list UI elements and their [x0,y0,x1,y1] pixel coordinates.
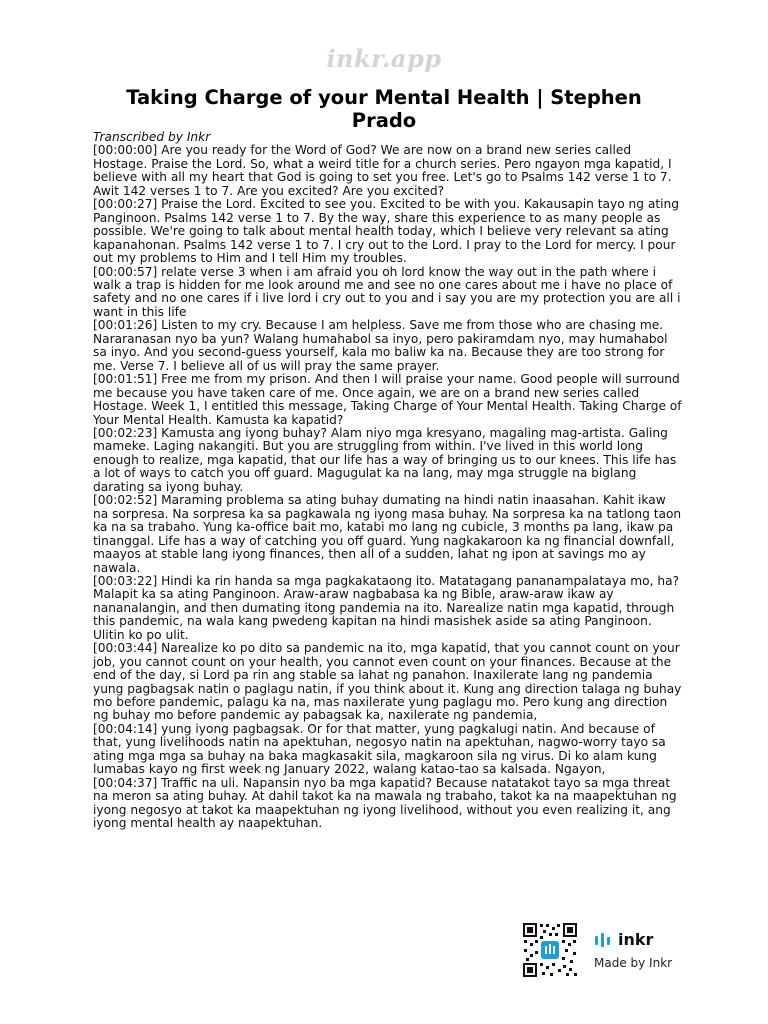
made-by-label: Made by Inkr [594,956,673,970]
transcript-body [93,131,683,831]
transcript-paragraph: [00:02:52] Maraming problema sa ating buhay dumating na hindi natin inaasahan. Kahit ikaw na sorpresa. Na sorpresa ka sa pagkawala ng iyong masa buhay. Na sorpresa ka na tatlong taon ka na sa trabaho. Yung ka-office bait mo, katabi mo lang ng cubicle, 3 months pa lang, ikaw pa tinanggal. Life has a way of catching you off guard. Yung nagkakaroon ka ng financial downfall, maayos at stable lang iyong finances, then all of a sudden, lahat ng ipon at savings mo ay nawala. [93,493,682,575]
qr-code-icon[interactable] [522,922,578,978]
inkr-logo-icon [594,931,614,949]
footer-branding [522,922,692,978]
transcript-paragraph: [00:03:22] Hindi ka rin handa sa mga pagkakataong ito. Matatagang pananampalataya mo, ha? Malapit ka sa ating Panginoon. Araw-araw nagbabasa ka ng Bible, araw-araw ikaw ay nananalangin, and then dumating itong pandemia na ito. Narealize natin mga kapatid, through this pandemic, na wala kang pwedeng kapitan na hindi masishek aside sa ating Panginoon. Ulitin ko po ulit. [93,573,680,642]
transcript-paragraph: [00:03:44] Narealize ko po dito sa pandemic na ito, mga kapatid, that you cannot count on your job, you cannot count on your health, you cannot even count on your finances. Because at the end of the day, si Lord pa rin ang stable sa lahat ng panahon. Inaxilerate lang ng pandemia yung pagbagsak natin o paglagu natin, if you think about it. Kung ang direction talaga ng buhay mo before pandemic, palagu ka na, mas naxilerate yung paglagu mo. Pero kung ang direction ng buhay mo before pandemic ay pabagsak ka, naxilerate ng pandemia, [93,641,682,723]
transcript-paragraph: [00:02:23] Kamusta ang iyong buhay? Alam niyo mga kresyano, magaling mag-artista. Galing mameke. Laging nakangiti. But you are struggling from within. I've lived in this world long enough to realize, mga kapatid, that our life has a way of bringing us to our knees. This life has a lot of ways to catch you off guard. Magugulat ka na lang, may mga struggle na biglang darating sa iyong buhay. [93,425,677,494]
transcript-paragraph: [00:01:51] Free me from my prison. And then I will praise your name. Good people will surround me because you have taken care of me. Once again, we are on a brand new series called Hostage. Week 1, I entitled this message, Taking Charge of Your Mental Health. Taking Charge of Your Mental Health. Kamusta ka kapatid? [93,372,682,427]
transcript-paragraph: [00:00:00] Are you ready for the Word of God? We are now on a brand new series called Hostage. Praise the Lord. So, what a weird title for a church series. Pero ngayon mga kapatid, I believe with all my heart that God is going to set you free. Let's go to Psalms 142 verse 1 to 7. Awit 142 verses 1 to 7. Are you excited? Are you excited? [93,143,672,198]
inkr-brand[interactable] [594,930,653,949]
transcript-paragraph: [00:00:27] Praise the Lord. Excited to see you. Excited to be with you. Kakausapin tayo ng ating Panginoon. Psalms 142 verse 1 to 7. By the way, share this experience to as many people as possible. We're going to talk about mental health today, which I believe very relevant sa ating kapanahonan. Psalms 142 verse 1 to 7. I cry out to the Lord. I pray to the Lord for mercy. I pour out my problems to Him and I tell Him my troubles. [93,197,679,266]
transcript-paragraph: [00:01:26] Listen to my cry. Because I am helpless. Save me from those who are chasing me. Nararanasan nyo ba yun? Walang humahabol sa inyo, pero pakiramdam nyo, may humahabol sa inyo. And you second-guess yourself, kala mo baliw ka na. Because they are too strong for me. Verse 7. I believe all of us will pray the same prayer. [93,318,668,373]
transcript-paragraph: [00:00:57] relate verse 3 when i am afraid you oh lord know the way out in the path where i walk a trap is hidden for me look around me and see no one cares about me i have no place of safety and no one cares if i live lord i cry out to you and i say you are my protection you are all i want in this life [93,264,681,319]
byline: Transcribed by Inkr [93,130,211,144]
document-title: Taking Charge of your Mental Health | Stephen Prado [126,86,642,132]
watermark: inkr.app [326,44,442,73]
transcript-paragraph: [00:04:37] Traffic na uli. Napansin nyo ba mga kapatid? Because natatakot tayo sa mga threat na meron sa ating buhay. At dahil takot ka na mawala ng trabaho, takot ka na maapektuhan ng iyong negosyo at takot ka maapektuhan ng iyong livelihood, without you even realizing it, ang iyong mental health ay naapektuhan. [93,775,677,831]
transcript-paragraph: [00:04:14] yung iyong pagbagsak. Or for that matter, yung pagkalugi natin. And because of that, yung livelihoods natin na apektuhan, negosyo natin na apektuhan, nagwo-worry tayo sa ating mga mga sa buhay na baka magkasakit sila, magkaroon sila ng virus. Di ko alam kung lumabas kayo ng first week ng January 2022, walang katao-tao sa kalsada. Ngayon, [93,721,666,777]
brand-name: inkr [618,930,654,949]
